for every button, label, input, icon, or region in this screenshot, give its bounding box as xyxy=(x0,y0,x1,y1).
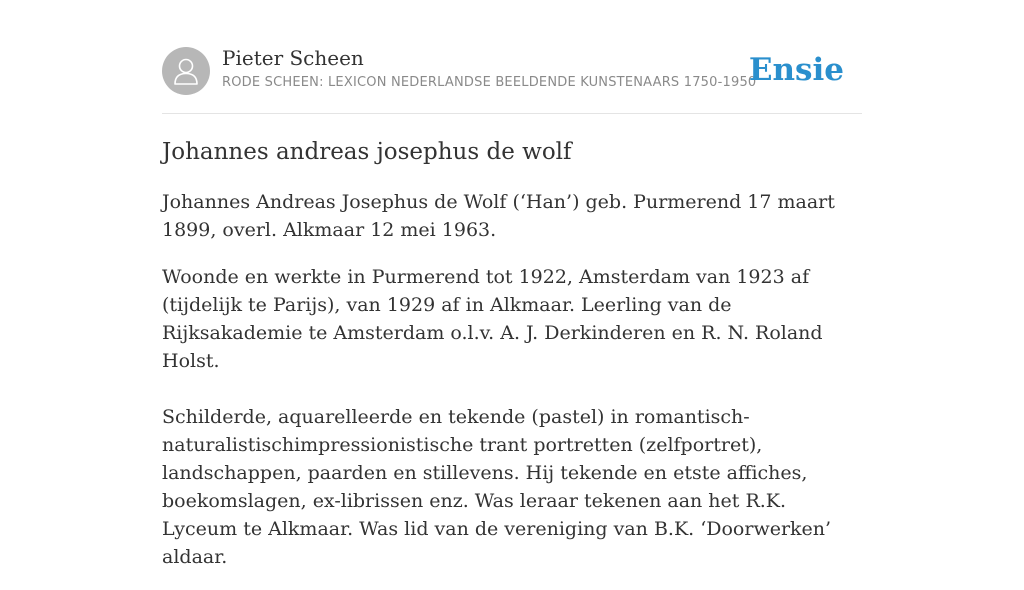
article-title: Johannes andreas josephus de wolf xyxy=(162,139,572,165)
source-title[interactable]: RODE SCHEEN: LEXICON NEDERLANDSE BEELDENDE KUNSTENAARS 1750-1950 xyxy=(222,75,757,90)
avatar[interactable] xyxy=(162,47,210,95)
author-block xyxy=(222,46,756,92)
user-avatar-icon xyxy=(172,56,200,86)
article-header xyxy=(162,46,862,96)
article-body xyxy=(162,136,862,590)
article-paragraph: Schilderde, aquarelleerde en tekende (pastel) in romantisch-naturalistischimpressionistische trant portretten (zelfportret), landschappen, paarden en stillevens. Hij tekende en etste affiches, boekomslagen, ex-librissen enz. Was leraar tekenen aan het R.K. Lyceum te Alkmaar. Was lid van de vereniging van B.K. ‘Doorwerken’ aldaar. xyxy=(162,406,832,568)
article-paragraph: Johannes Andreas Josephus de Wolf (‘Han’) geb. Purmerend 17 maart 1899, overl. Alkmaar 12 mei 1963. xyxy=(162,191,835,241)
article-paragraph: Woonde en werkte in Purmerend tot 1922, Amsterdam van 1923 af (tijdelijk te Parijs), van 1929 af in Alkmaar. Leerling van de Rijksakademie te Amsterdam o.l.v. A. J. Derkinderen en R. N. Roland Holst. xyxy=(162,266,823,372)
divider xyxy=(162,113,862,114)
brand-logo[interactable]: Ensie xyxy=(748,52,844,88)
author-name[interactable]: Pieter Scheen xyxy=(222,46,364,70)
